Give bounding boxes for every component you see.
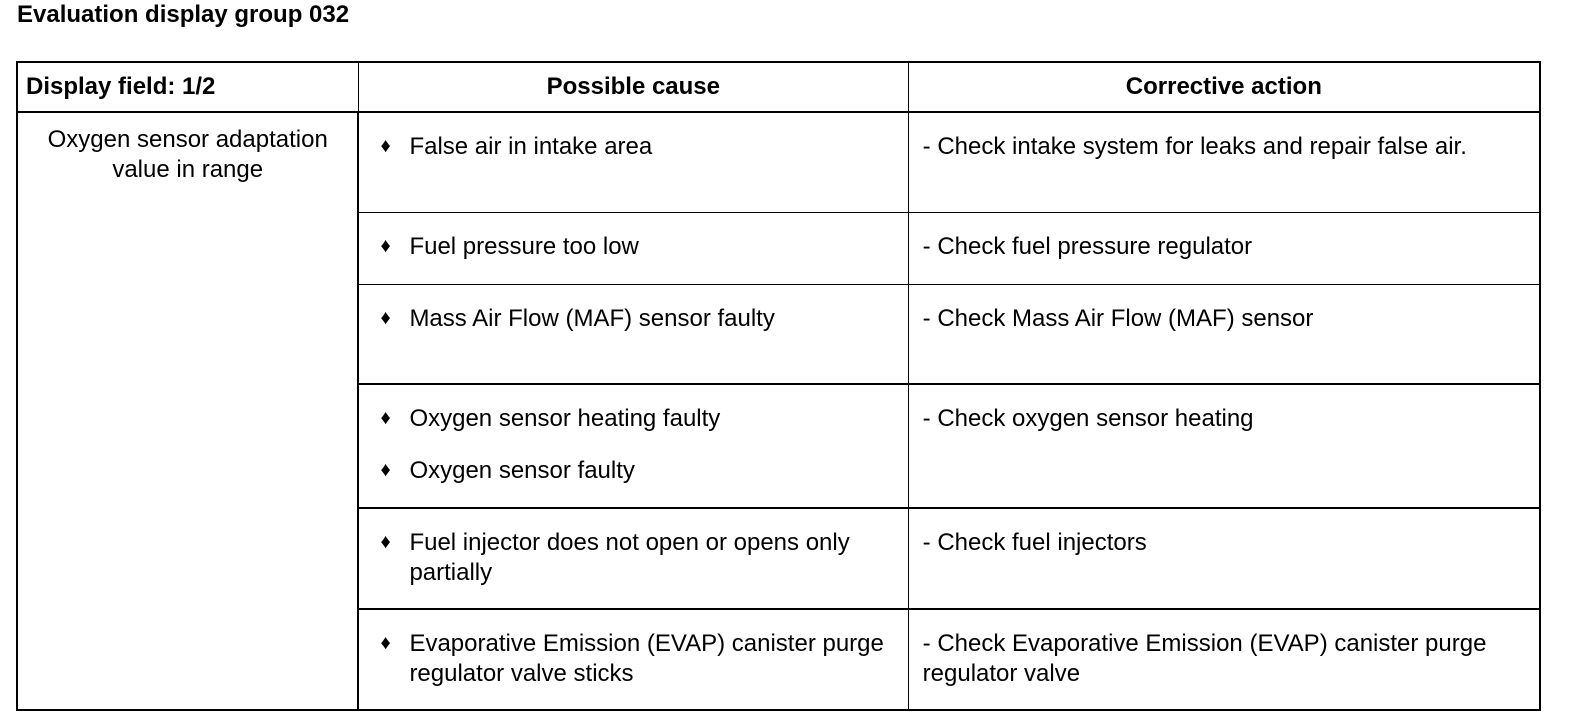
diamond-bullet-icon: ♦ bbox=[380, 632, 391, 654]
cause-text: Oxygen sensor heating faulty bbox=[409, 405, 721, 432]
display-field-description: Oxygen sensor adaptation value in range bbox=[17, 112, 358, 710]
cause-item bbox=[380, 132, 899, 162]
diamond-bullet-icon: ♦ bbox=[380, 307, 391, 329]
cause-item bbox=[380, 304, 899, 334]
cause-cell bbox=[358, 609, 908, 710]
cause-item bbox=[380, 456, 899, 486]
cause-item bbox=[380, 232, 899, 262]
cause-item bbox=[380, 528, 899, 588]
evaluation-table bbox=[16, 61, 1541, 711]
cause-item bbox=[380, 629, 899, 689]
cause-text: Evaporative Emission (EVAP) canister purge regulator valve sticks bbox=[409, 630, 884, 687]
cause-text: Mass Air Flow (MAF) sensor faulty bbox=[409, 305, 775, 332]
cause-cell bbox=[358, 508, 908, 609]
cause-cell bbox=[358, 384, 908, 508]
cause-text: Fuel pressure too low bbox=[409, 233, 639, 260]
cause-item bbox=[380, 404, 899, 434]
table-header-row bbox=[17, 62, 1540, 112]
action-cell: - Check oxygen sensor heating bbox=[908, 384, 1540, 508]
diamond-bullet-icon: ♦ bbox=[380, 235, 391, 257]
header-corrective-action: Corrective action bbox=[908, 62, 1540, 112]
action-cell: - Check Mass Air Flow (MAF) sensor bbox=[908, 285, 1540, 385]
cause-text: Fuel injector does not open or opens only partially bbox=[409, 529, 850, 586]
diamond-bullet-icon: ♦ bbox=[380, 135, 391, 157]
action-cell: - Check Evaporative Emission (EVAP) canister purge regulator valve bbox=[908, 609, 1540, 710]
diamond-bullet-icon: ♦ bbox=[380, 531, 391, 553]
page-title: Evaluation display group 032 bbox=[17, 1, 350, 28]
cause-text: False air in intake area bbox=[409, 133, 653, 160]
diamond-bullet-icon: ♦ bbox=[380, 459, 391, 481]
cause-cell bbox=[358, 112, 908, 213]
cause-cell bbox=[358, 213, 908, 285]
table-row bbox=[17, 112, 1540, 213]
cause-text: Oxygen sensor faulty bbox=[409, 457, 635, 484]
cause-cell bbox=[358, 285, 908, 385]
action-cell: - Check intake system for leaks and repair false air. bbox=[908, 112, 1540, 213]
action-cell: - Check fuel pressure regulator bbox=[908, 213, 1540, 285]
header-display-field: Display field: 1/2 bbox=[17, 62, 358, 112]
diamond-bullet-icon: ♦ bbox=[380, 407, 391, 429]
action-cell: - Check fuel injectors bbox=[908, 508, 1540, 609]
header-possible-cause: Possible cause bbox=[358, 62, 908, 112]
